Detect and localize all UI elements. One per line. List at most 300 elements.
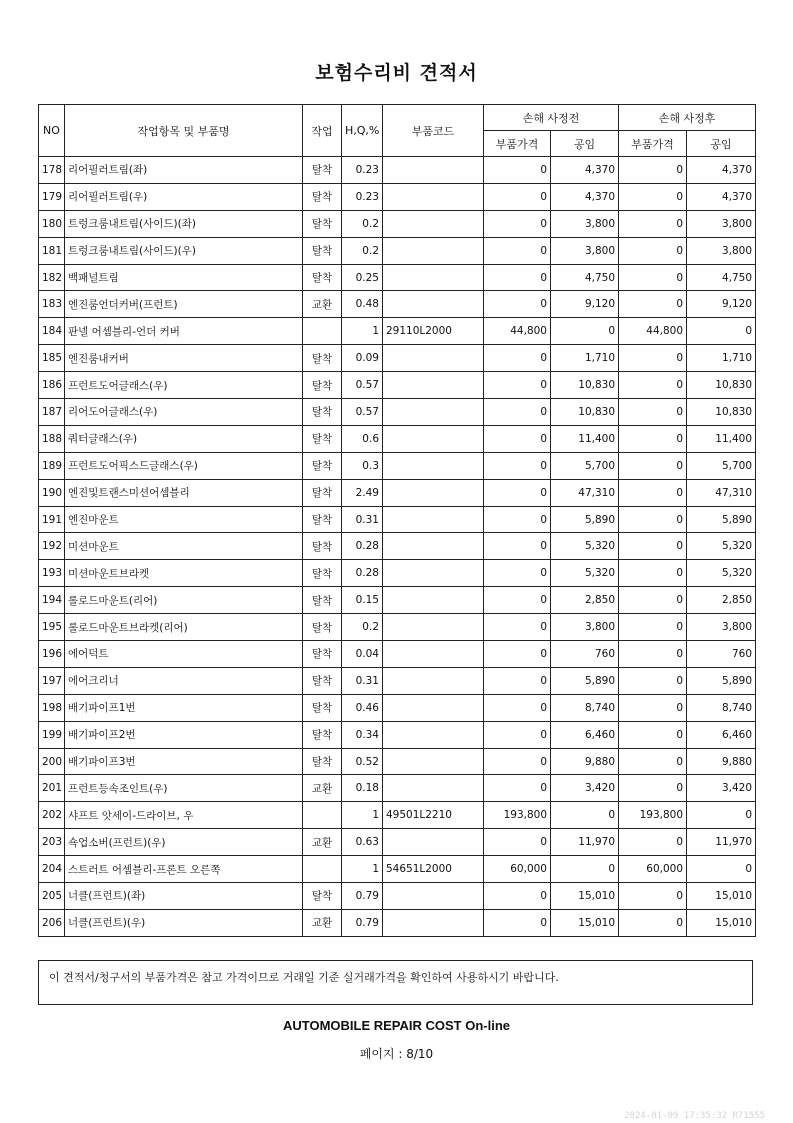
cell-before-labor: 4,750	[551, 264, 619, 291]
cell-after-part-price: 44,800	[619, 318, 687, 345]
cell-before-labor: 5,700	[551, 452, 619, 479]
col-header-code: 부품코드	[383, 105, 484, 157]
cell-after-labor: 11,970	[687, 829, 756, 856]
col-header-after: 손해 사정후	[619, 105, 756, 131]
cell-item-name: 프런트도어픽스드글래스(우)	[65, 452, 303, 479]
col-header-work: 작업	[303, 105, 342, 157]
table-row	[39, 748, 756, 775]
cell-part-code	[383, 775, 484, 802]
cell-part-code	[383, 641, 484, 668]
table-body	[39, 157, 756, 937]
cell-item-name: 엔진룸내커버	[65, 345, 303, 372]
cell-hq: 0.31	[342, 667, 383, 694]
table-row	[39, 641, 756, 668]
cell-before-part-price: 0	[484, 829, 551, 856]
cell-part-code	[383, 506, 484, 533]
cell-before-labor: 3,800	[551, 210, 619, 237]
cell-work: 탈착	[303, 399, 342, 426]
cell-after-part-price: 0	[619, 909, 687, 936]
cell-before-labor: 5,890	[551, 506, 619, 533]
cell-work: 탈착	[303, 667, 342, 694]
cell-part-code	[383, 560, 484, 587]
cell-work	[303, 802, 342, 829]
cell-after-part-price: 0	[619, 883, 687, 910]
cell-hq: 0.15	[342, 587, 383, 614]
cell-work: 탈착	[303, 237, 342, 264]
cell-no: 184	[39, 318, 65, 345]
cell-hq: 0.63	[342, 829, 383, 856]
cell-before-part-price: 0	[484, 237, 551, 264]
cell-before-labor: 5,320	[551, 560, 619, 587]
cell-part-code	[383, 399, 484, 426]
cell-item-name: 엔진마운트	[65, 506, 303, 533]
cell-before-part-price: 0	[484, 560, 551, 587]
col-header-hq: H,Q,%	[342, 105, 383, 157]
cell-before-part-price: 0	[484, 883, 551, 910]
cell-before-part-price: 0	[484, 587, 551, 614]
cell-work: 탈착	[303, 372, 342, 399]
cell-after-part-price: 0	[619, 721, 687, 748]
cell-part-code	[383, 587, 484, 614]
cell-hq: 0.09	[342, 345, 383, 372]
cell-no: 181	[39, 237, 65, 264]
cell-after-labor: 4,370	[687, 157, 756, 184]
table-row	[39, 425, 756, 452]
col-header-after-labor: 공임	[687, 131, 756, 157]
cell-after-labor: 5,700	[687, 452, 756, 479]
cell-no: 193	[39, 560, 65, 587]
cell-before-part-price: 0	[484, 425, 551, 452]
table-row	[39, 506, 756, 533]
cell-no: 195	[39, 614, 65, 641]
cell-before-part-price: 0	[484, 694, 551, 721]
cell-before-part-price: 0	[484, 210, 551, 237]
table-row	[39, 183, 756, 210]
cell-before-labor: 3,800	[551, 237, 619, 264]
col-header-item: 작업항목 및 부품명	[65, 105, 303, 157]
cell-hq: 1	[342, 856, 383, 883]
table-row	[39, 883, 756, 910]
cell-no: 198	[39, 694, 65, 721]
cell-after-part-price: 0	[619, 291, 687, 318]
price-notice: 이 견적서/청구서의 부품가격은 참고 가격이므로 거래일 기준 실거래가격을 확인하여 사용하시기 바랍니다.	[38, 960, 753, 1005]
cell-no: 197	[39, 667, 65, 694]
cell-before-part-price: 0	[484, 372, 551, 399]
cell-no: 199	[39, 721, 65, 748]
cell-work	[303, 856, 342, 883]
cell-part-code	[383, 157, 484, 184]
cell-no: 202	[39, 802, 65, 829]
cell-part-code	[383, 183, 484, 210]
cell-before-labor: 5,320	[551, 533, 619, 560]
cell-work: 교환	[303, 909, 342, 936]
cell-work: 교환	[303, 775, 342, 802]
cell-before-labor: 1,710	[551, 345, 619, 372]
cell-hq: 0.79	[342, 883, 383, 910]
cell-hq: 0.52	[342, 748, 383, 775]
cell-before-labor: 5,890	[551, 667, 619, 694]
cell-before-labor: 9,880	[551, 748, 619, 775]
cell-work: 탈착	[303, 641, 342, 668]
cell-item-name: 엔진룸언더커버(프런트)	[65, 291, 303, 318]
cell-part-code	[383, 721, 484, 748]
cell-item-name: 롤로드마운트(리어)	[65, 587, 303, 614]
cell-after-labor: 47,310	[687, 479, 756, 506]
cell-before-part-price: 0	[484, 291, 551, 318]
cell-after-part-price: 0	[619, 641, 687, 668]
cell-after-labor: 10,830	[687, 399, 756, 426]
cell-after-labor: 3,800	[687, 237, 756, 264]
table-row	[39, 291, 756, 318]
cell-before-part-price: 0	[484, 909, 551, 936]
cell-work: 탈착	[303, 883, 342, 910]
cell-after-part-price: 193,800	[619, 802, 687, 829]
cell-part-code	[383, 210, 484, 237]
cell-part-code	[383, 291, 484, 318]
cell-before-labor: 0	[551, 856, 619, 883]
footer-title: AUTOMOBILE REPAIR COST On-line	[282, 1018, 511, 1033]
cell-after-labor: 6,460	[687, 721, 756, 748]
cell-before-labor: 4,370	[551, 157, 619, 184]
cell-before-labor: 10,830	[551, 372, 619, 399]
cell-after-part-price: 0	[619, 452, 687, 479]
cell-no: 205	[39, 883, 65, 910]
cell-after-part-price: 0	[619, 829, 687, 856]
cell-before-part-price: 0	[484, 157, 551, 184]
cell-before-part-price: 0	[484, 748, 551, 775]
cell-before-labor: 0	[551, 318, 619, 345]
cell-after-labor: 10,830	[687, 372, 756, 399]
cell-hq: 0.28	[342, 533, 383, 560]
cell-before-labor: 2,850	[551, 587, 619, 614]
table-row	[39, 479, 756, 506]
cell-hq: 0.46	[342, 694, 383, 721]
cell-before-labor: 10,830	[551, 399, 619, 426]
cell-before-labor: 9,120	[551, 291, 619, 318]
cell-part-code	[383, 264, 484, 291]
cell-after-part-price: 0	[619, 614, 687, 641]
table-row	[39, 721, 756, 748]
table-row	[39, 372, 756, 399]
cell-part-code	[383, 479, 484, 506]
cell-before-labor: 15,010	[551, 883, 619, 910]
table-row	[39, 533, 756, 560]
cell-after-labor: 5,890	[687, 667, 756, 694]
cell-no: 201	[39, 775, 65, 802]
cell-item-name: 미션마운트브라켓	[65, 560, 303, 587]
table-row	[39, 802, 756, 829]
cell-work: 탈착	[303, 345, 342, 372]
cell-before-part-price: 0	[484, 721, 551, 748]
table-row	[39, 237, 756, 264]
cell-after-part-price: 0	[619, 533, 687, 560]
cell-after-labor: 0	[687, 318, 756, 345]
cell-before-part-price: 0	[484, 533, 551, 560]
cell-before-part-price: 0	[484, 506, 551, 533]
cell-hq: 0.2	[342, 210, 383, 237]
cell-hq: 1	[342, 318, 383, 345]
cell-work: 탈착	[303, 533, 342, 560]
cell-after-labor: 9,120	[687, 291, 756, 318]
col-header-before: 손해 사정전	[484, 105, 619, 131]
cell-item-name: 에어덕트	[65, 641, 303, 668]
cell-part-code: 29110L2000	[383, 318, 484, 345]
cell-hq: 0.6	[342, 425, 383, 452]
cell-before-part-price: 0	[484, 264, 551, 291]
estimate-table	[38, 104, 756, 937]
cell-item-name: 프런트등속조인트(우)	[65, 775, 303, 802]
cell-no: 206	[39, 909, 65, 936]
cell-hq: 0.23	[342, 157, 383, 184]
cell-work: 탈착	[303, 210, 342, 237]
cell-before-part-price: 60,000	[484, 856, 551, 883]
cell-after-part-price: 0	[619, 560, 687, 587]
cell-work: 탈착	[303, 479, 342, 506]
cell-item-name: 배기파이프3번	[65, 748, 303, 775]
cell-work: 탈착	[303, 721, 342, 748]
cell-hq: 0.23	[342, 183, 383, 210]
table-row	[39, 399, 756, 426]
table-row	[39, 452, 756, 479]
cell-work: 탈착	[303, 587, 342, 614]
table-row	[39, 856, 756, 883]
cell-before-part-price: 0	[484, 641, 551, 668]
cell-item-name: 쿼터글래스(우)	[65, 425, 303, 452]
cell-item-name: 샤프트 앗세이-드라이브, 우	[65, 802, 303, 829]
cell-part-code	[383, 614, 484, 641]
cell-before-labor: 4,370	[551, 183, 619, 210]
cell-after-part-price: 0	[619, 183, 687, 210]
cell-part-code	[383, 372, 484, 399]
cell-after-labor: 2,850	[687, 587, 756, 614]
table-row	[39, 587, 756, 614]
cell-after-part-price: 0	[619, 479, 687, 506]
table-row	[39, 694, 756, 721]
cell-after-part-price: 0	[619, 775, 687, 802]
cell-before-part-price: 193,800	[484, 802, 551, 829]
cell-item-name: 백패널트림	[65, 264, 303, 291]
cell-after-labor: 760	[687, 641, 756, 668]
cell-item-name: 배기파이프2번	[65, 721, 303, 748]
cell-after-labor: 5,320	[687, 533, 756, 560]
cell-hq: 0.2	[342, 614, 383, 641]
cell-after-part-price: 0	[619, 506, 687, 533]
cell-after-labor: 5,890	[687, 506, 756, 533]
col-header-before-labor: 공임	[551, 131, 619, 157]
table-row	[39, 829, 756, 856]
cell-before-part-price: 0	[484, 667, 551, 694]
cell-item-name: 미션마운트	[65, 533, 303, 560]
cell-after-part-price: 0	[619, 210, 687, 237]
cell-before-labor: 760	[551, 641, 619, 668]
cell-item-name: 스트러트 어셈블리-프론트 오른쪽	[65, 856, 303, 883]
cell-part-code: 49501L2210	[383, 802, 484, 829]
cell-after-labor: 15,010	[687, 909, 756, 936]
cell-work: 탈착	[303, 157, 342, 184]
cell-before-labor: 11,970	[551, 829, 619, 856]
cell-part-code	[383, 345, 484, 372]
cell-before-labor: 3,800	[551, 614, 619, 641]
cell-after-part-price: 0	[619, 157, 687, 184]
cell-hq: 2.49	[342, 479, 383, 506]
cell-work: 탈착	[303, 614, 342, 641]
cell-hq: 1	[342, 802, 383, 829]
cell-work: 탈착	[303, 748, 342, 775]
cell-work	[303, 318, 342, 345]
col-header-before-part-price: 부품가격	[484, 131, 551, 157]
cell-before-part-price: 0	[484, 345, 551, 372]
cell-part-code	[383, 533, 484, 560]
cell-part-code	[383, 237, 484, 264]
table-row	[39, 264, 756, 291]
cell-after-part-price: 0	[619, 264, 687, 291]
cell-part-code	[383, 883, 484, 910]
cell-item-name: 리어필러트림(좌)	[65, 157, 303, 184]
cell-hq: 0.31	[342, 506, 383, 533]
cell-after-labor: 3,800	[687, 210, 756, 237]
cell-hq: 0.57	[342, 399, 383, 426]
cell-work: 탈착	[303, 425, 342, 452]
cell-before-labor: 15,010	[551, 909, 619, 936]
cell-no: 190	[39, 479, 65, 506]
cell-item-name: 트렁크룸내트림(사이드)(우)	[65, 237, 303, 264]
cell-no: 186	[39, 372, 65, 399]
cell-after-labor: 0	[687, 856, 756, 883]
cell-part-code	[383, 748, 484, 775]
cell-before-labor: 47,310	[551, 479, 619, 506]
table-row	[39, 318, 756, 345]
cell-no: 203	[39, 829, 65, 856]
cell-item-name: 롤로드마운트브라켓(리어)	[65, 614, 303, 641]
cell-after-labor: 0	[687, 802, 756, 829]
cell-work: 탈착	[303, 452, 342, 479]
cell-after-part-price: 0	[619, 372, 687, 399]
cell-part-code: 54651L2000	[383, 856, 484, 883]
cell-after-part-price: 0	[619, 345, 687, 372]
cell-work: 탈착	[303, 506, 342, 533]
cell-after-labor: 11,400	[687, 425, 756, 452]
table-row	[39, 157, 756, 184]
cell-item-name: 배기파이프1번	[65, 694, 303, 721]
cell-item-name: 엔진및트랜스미션어셈블리	[65, 479, 303, 506]
cell-item-name: 너클(프런트)(좌)	[65, 883, 303, 910]
cell-after-part-price: 60,000	[619, 856, 687, 883]
cell-after-labor: 1,710	[687, 345, 756, 372]
cell-before-labor: 6,460	[551, 721, 619, 748]
cell-hq: 0.28	[342, 560, 383, 587]
cell-before-labor: 0	[551, 802, 619, 829]
table-row	[39, 345, 756, 372]
cell-item-name: 프런트도어글래스(우)	[65, 372, 303, 399]
table-row	[39, 560, 756, 587]
cell-item-name: 너클(프런트)(우)	[65, 909, 303, 936]
cell-part-code	[383, 909, 484, 936]
cell-before-part-price: 0	[484, 479, 551, 506]
cell-no: 178	[39, 157, 65, 184]
cell-after-labor: 9,880	[687, 748, 756, 775]
cell-after-part-price: 0	[619, 694, 687, 721]
cell-after-labor: 4,370	[687, 183, 756, 210]
cell-after-labor: 4,750	[687, 264, 756, 291]
cell-before-labor: 8,740	[551, 694, 619, 721]
cell-no: 194	[39, 587, 65, 614]
cell-item-name: 리어필러트림(우)	[65, 183, 303, 210]
cell-after-labor: 8,740	[687, 694, 756, 721]
cell-before-part-price: 0	[484, 183, 551, 210]
cell-no: 179	[39, 183, 65, 210]
cell-work: 탈착	[303, 560, 342, 587]
cell-before-part-price: 44,800	[484, 318, 551, 345]
cell-before-part-price: 0	[484, 614, 551, 641]
cell-before-labor: 3,420	[551, 775, 619, 802]
document-title: 보험수리비 견적서	[315, 62, 478, 84]
table-row	[39, 775, 756, 802]
col-header-after-part-price: 부품가격	[619, 131, 687, 157]
cell-no: 187	[39, 399, 65, 426]
cell-work: 교환	[303, 829, 342, 856]
cell-after-part-price: 0	[619, 237, 687, 264]
cell-no: 192	[39, 533, 65, 560]
cell-after-part-price: 0	[619, 667, 687, 694]
cell-hq: 0.3	[342, 452, 383, 479]
cell-no: 191	[39, 506, 65, 533]
cell-no: 185	[39, 345, 65, 372]
cell-hq: 0.18	[342, 775, 383, 802]
cell-hq: 0.48	[342, 291, 383, 318]
cell-after-part-price: 0	[619, 399, 687, 426]
table-row	[39, 614, 756, 641]
col-header-no: NO	[39, 105, 65, 157]
cell-work: 탈착	[303, 264, 342, 291]
cell-hq: 0.04	[342, 641, 383, 668]
cell-after-labor: 3,800	[687, 614, 756, 641]
cell-work: 탈착	[303, 183, 342, 210]
cell-no: 189	[39, 452, 65, 479]
cell-no: 204	[39, 856, 65, 883]
cell-no: 196	[39, 641, 65, 668]
cell-item-name: 에어크리너	[65, 667, 303, 694]
cell-no: 182	[39, 264, 65, 291]
cell-part-code	[383, 425, 484, 452]
table-row	[39, 210, 756, 237]
cell-after-labor: 5,320	[687, 560, 756, 587]
cell-hq: 0.57	[342, 372, 383, 399]
table-row	[39, 909, 756, 936]
cell-item-name: 리어도어글래스(우)	[65, 399, 303, 426]
cell-no: 200	[39, 748, 65, 775]
cell-item-name: 쇽업소버(프런트)(우)	[65, 829, 303, 856]
table-row	[39, 667, 756, 694]
cell-part-code	[383, 829, 484, 856]
cell-item-name: 판넬 어셈블리-언더 커버	[65, 318, 303, 345]
cell-hq: 0.34	[342, 721, 383, 748]
page-number: 페이지 : 8/10	[359, 1047, 434, 1061]
cell-after-labor: 15,010	[687, 883, 756, 910]
cell-after-part-price: 0	[619, 587, 687, 614]
cell-part-code	[383, 694, 484, 721]
cell-item-name: 트렁크룸내트림(사이드)(좌)	[65, 210, 303, 237]
cell-hq: 0.79	[342, 909, 383, 936]
print-timestamp: 2024-01-09 17:35:32 R71555	[624, 1111, 765, 1121]
cell-no: 180	[39, 210, 65, 237]
cell-after-part-price: 0	[619, 748, 687, 775]
cell-before-labor: 11,400	[551, 425, 619, 452]
cell-no: 183	[39, 291, 65, 318]
cell-before-part-price: 0	[484, 775, 551, 802]
cell-before-part-price: 0	[484, 452, 551, 479]
cell-part-code	[383, 667, 484, 694]
cell-hq: 0.25	[342, 264, 383, 291]
